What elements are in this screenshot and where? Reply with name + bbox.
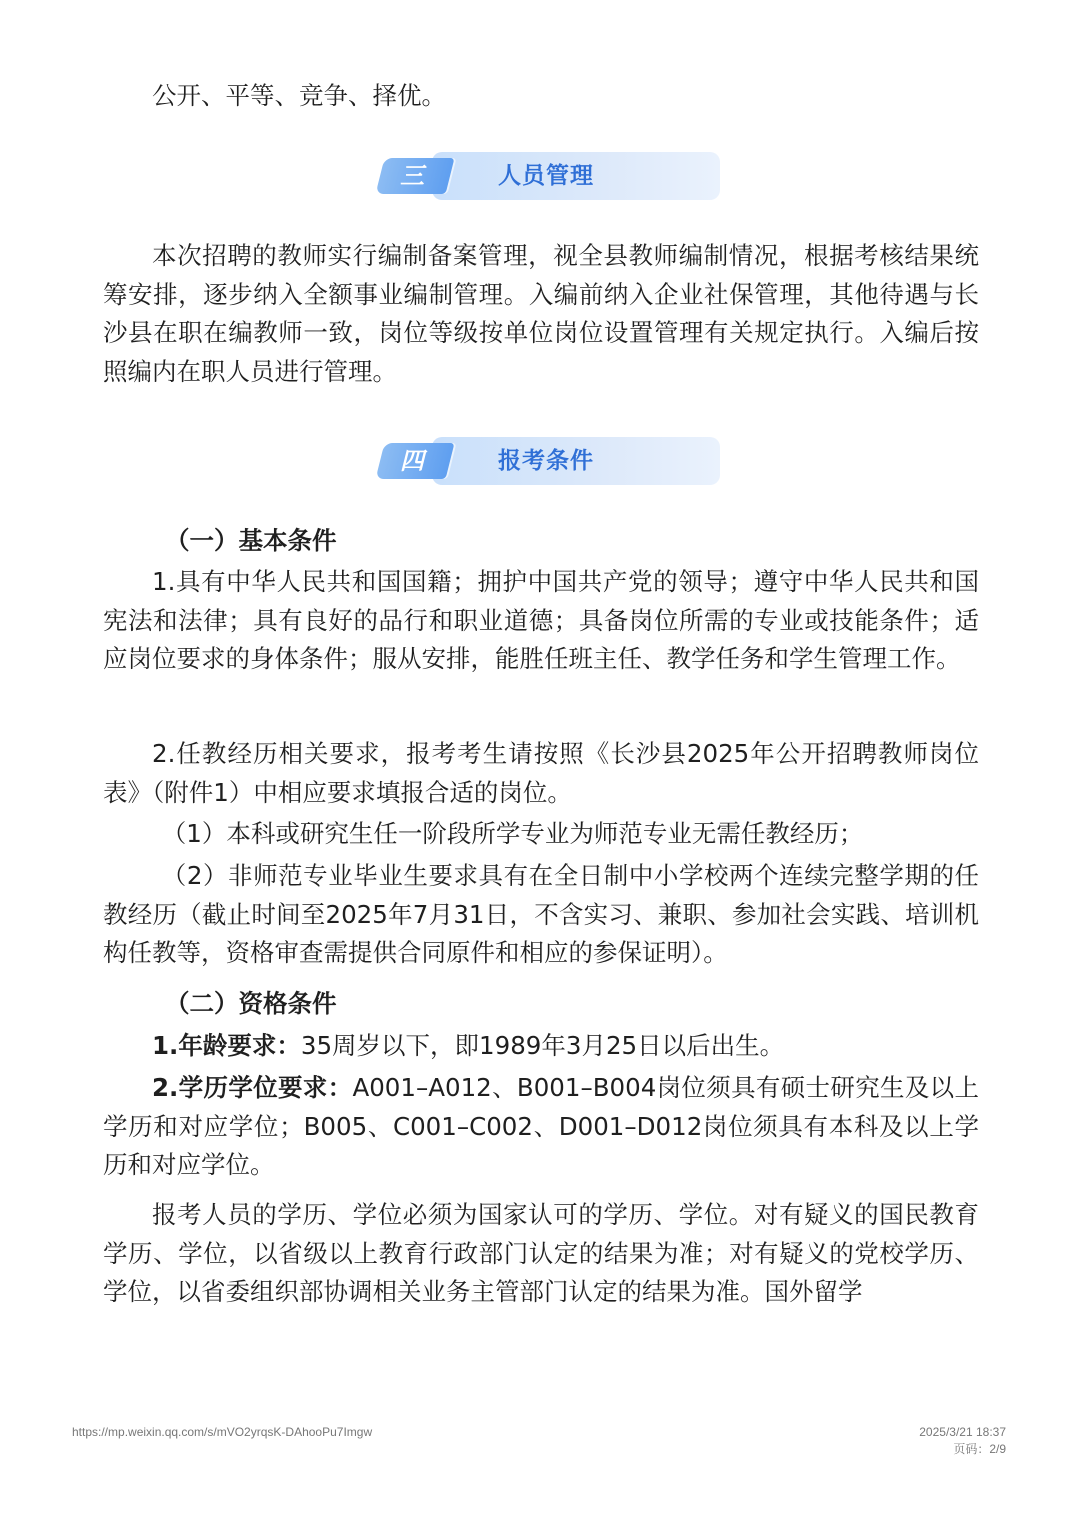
section-header-conditions: [380, 437, 720, 485]
footer-page-number: 页码：2/9: [953, 1442, 1006, 1456]
basic-item-1: 1.具有中华人民共和国国籍；拥护中国共产党的领导；遵守中华人民共和国宪法和法律；具有良好的品行和职业道德；具备岗位所需的专业或技能条件；适应岗位要求的身体条件；服从安排，能胜任班主任、教学任务和学生管理工作。: [103, 567, 979, 673]
section-number: 三: [400, 162, 424, 190]
section-title: 报考条件: [498, 448, 594, 474]
age-label: 1.年龄要求：: [152, 1031, 301, 1060]
education-label: 2.学历学位要求：: [152, 1073, 353, 1102]
footer-datetime: 2025/3/21 18:37: [919, 1425, 1006, 1439]
age-requirement: [103, 1027, 979, 1066]
basic-item-2: 2.任教经历相关要求，报考考生请按照《长沙县2025年公开招聘教师岗位表》（附件1）中相应要求填报合适的岗位。: [103, 739, 979, 807]
basic-sub-item-1: （1）本科或研究生任一阶段所学专业为师范专业无需任教经历；: [161, 819, 864, 848]
basic-conditions-heading: （一）基本条件: [165, 526, 337, 555]
section-title: 人员管理: [498, 163, 594, 189]
education-requirement: [103, 1069, 979, 1185]
recognition-paragraph: 报考人员的学历、学位必须为国家认可的学历、学位。对有疑义的国民教育学历、学位，以省级以上教育行政部门认定的结果为准；对有疑义的党校学历、学位，以省委组织部协调相关业务主管部门认定的结果为准。国外留学: [103, 1200, 979, 1306]
personnel-paragraph: 本次招聘的教师实行编制备案管理，视全县教师编制情况，根据考核结果统筹安排，逐步纳入全额事业编制管理。入编前纳入企业社保管理，其他待遇与长沙县在职在编教师一致，岗位等级按单位岗位设置管理有关规定执行。入编后按照编内在职人员进行管理。: [103, 241, 979, 386]
qualification-heading: （二）资格条件: [165, 989, 337, 1018]
basic-sub-item-2: （2）非师范专业毕业生要求具有在全日制中小学校两个连续完整学期的任教经历（截止时间至2025年7月31日，不含实习、兼职、参加社会实践、培训机构任教等，资格审查需提供合同原件和相应的参保证明）。: [103, 861, 979, 967]
section-header-personnel: [380, 152, 720, 200]
education-text: A001–A012、B001–B004岗位须具有硕士研究生及以上学历和对应学位；B005、C001–C002、D001–D012岗位须具有本科及以上学历和对应学位。: [103, 1073, 979, 1179]
section-number: 四: [400, 447, 424, 475]
principles-line: 公开、平等、竞争、择优。: [152, 81, 446, 110]
age-text: 35周岁以下，即1989年3月25日以后出生。: [300, 1031, 785, 1060]
footer-url[interactable]: https://mp.weixin.qq.com/s/mVO2yrqsK-DAhooPu7Imgw: [72, 1425, 373, 1439]
